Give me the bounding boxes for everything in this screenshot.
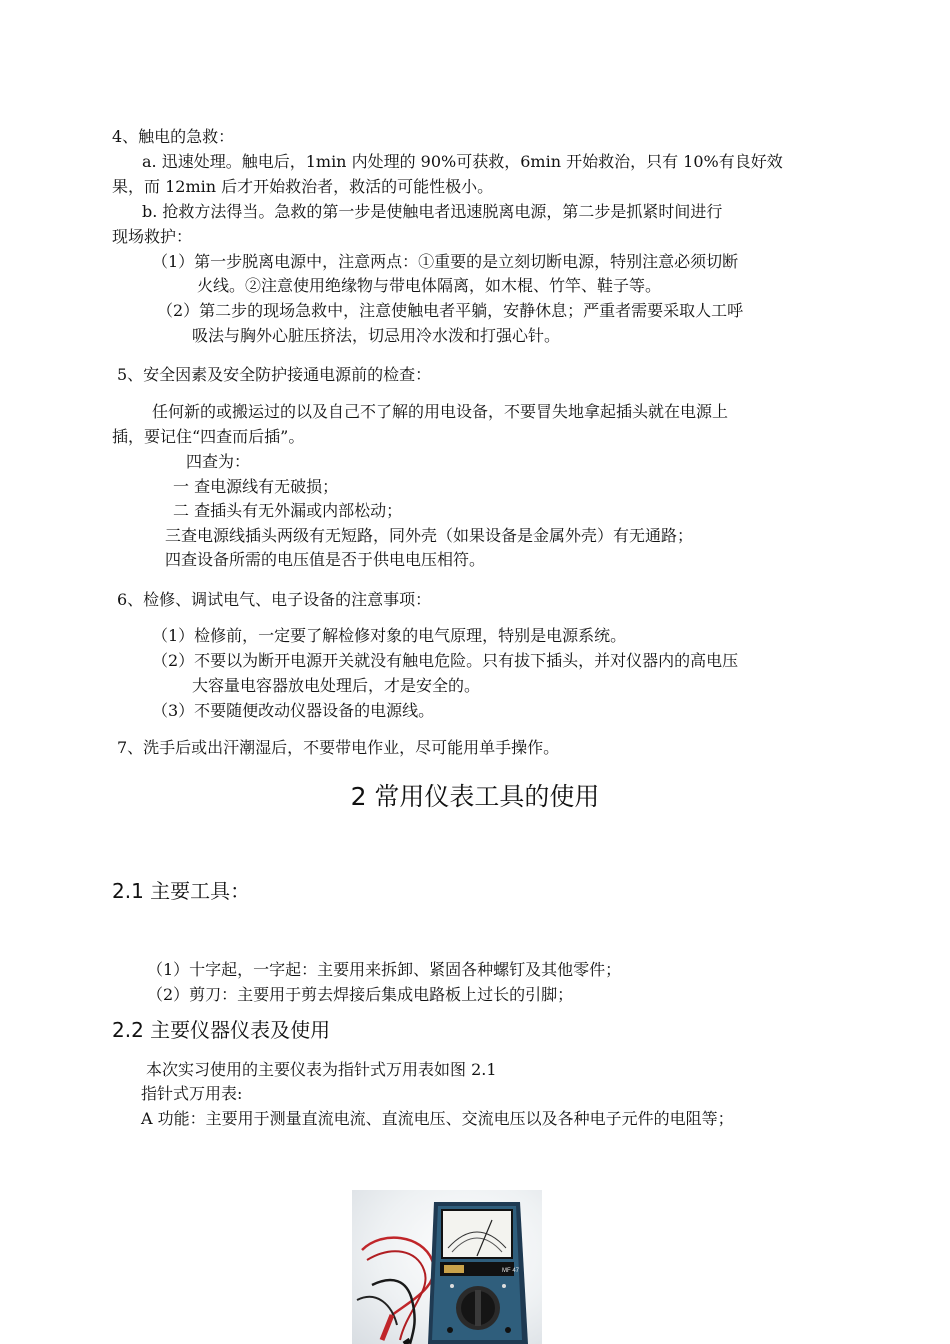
section-5-check-1: 一 查电源线有无破损； [173, 477, 339, 496]
section-6-item2-line2: 大容量电容器放电处理后，才是安全的。 [192, 676, 481, 695]
section-6-item3: （3）不要随便改动仪器设备的电源线。 [152, 701, 435, 720]
section-7-title: 7、洗手后或出汗潮湿后，不要带电作业，尽可能用单手操作。 [117, 738, 560, 757]
section-2-1-item1: （1）十字起，一字起：主要用来拆卸、紧固各种螺钉及其他零件； [147, 960, 622, 979]
section-2-2-line2: 指针式万用表: [141, 1084, 243, 1103]
section-4-item2-line1: （2）第二步的现场急救中，注意使触电者平躺，安静休息；严重者需要采取人工呼 [157, 301, 744, 320]
section-2-1-title: 2.1 主要工具： [112, 879, 251, 903]
section-6-title: 6、检修、调试电气、电子设备的注意事项： [117, 590, 432, 609]
section-5-para-line1: 任何新的或搬运过的以及自己不了解的用电设备，不要冒失地拿起插头就在电源上 [152, 402, 729, 421]
section-4-a-line2: 果，而 12min 后才开始救治者，救活的可能性极小。 [112, 177, 494, 196]
multimeter-model-label: MF 47 [502, 1268, 520, 1274]
section-5-check-2: 二 查插头有无外漏或内部松动； [173, 501, 403, 520]
chapter-2-title: 2 常用仪表工具的使用 [350, 782, 600, 811]
section-2-2-title: 2.2 主要仪器仪表及使用 [112, 1018, 331, 1042]
section-5-check-3: 三查电源线插头两级有无短路，同外壳（如果设备是金属外壳）有无通路； [165, 526, 694, 545]
section-4-item2-line2: 吸法与胸外心脏压挤法，切忌用冷水泼和打强心针。 [192, 326, 561, 345]
section-5-para-line2: 插，要记住“四查而后插”。 [112, 427, 305, 446]
section-2-2-line1: 本次实习使用的主要仪表为指针式万用表如图 2.1 [146, 1060, 497, 1079]
section-5-title: 5、安全因素及安全防护接通电源前的检查： [117, 365, 432, 384]
section-2-2-line3: A 功能：主要用于测量直流电流、直流电压、交流电压以及各种电子元件的电阻等； [141, 1109, 734, 1128]
section-6-item1: （1）检修前，一定要了解检修对象的电气原理，特别是电源系统。 [152, 626, 627, 645]
section-4-a-line1: a. 迅速处理。触电后，1min 内处理的 90%可获救，6min 开始救治，只有 10%有良好效 [142, 152, 783, 171]
section-4-title: 4、触电的急救： [112, 127, 235, 146]
section-4-b-line1: b. 抢救方法得当。急救的第一步是使触电者迅速脱离电源，第二步是抓紧时间进行 [142, 202, 723, 221]
section-5-checks-title: 四查为： [186, 452, 251, 471]
section-4-item1-line2: 火线。②注意使用绝缘物与带电体隔离，如木棍、竹竿、鞋子等。 [197, 276, 662, 295]
multimeter-photo [352, 1190, 542, 1344]
section-6-item2-line1: （2）不要以为断开电源开关就没有触电危险。只有拔下插头，并对仪器内的高电压 [152, 651, 739, 670]
section-2-1-item2: （2）剪刀：主要用于剪去焊接后集成电路板上过长的引脚； [147, 985, 574, 1004]
section-5-check-4: 四查设备所需的电压值是否于供电电压相符。 [165, 550, 486, 569]
section-4-b-line2: 现场救护： [112, 227, 193, 246]
section-4-item1-line1: （1）第一步脱离电源中，注意两点：①重要的是立刻切断电源，特别注意必须切断 [152, 252, 739, 271]
multimeter-illustration [352, 1190, 542, 1344]
